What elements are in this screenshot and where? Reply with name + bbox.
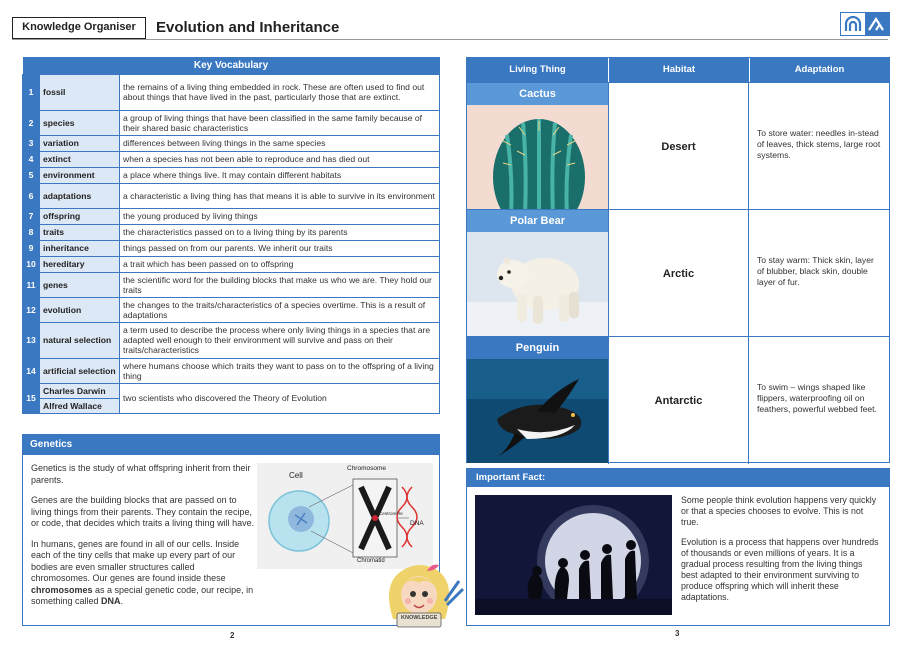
vocab-number: 10 [23, 256, 40, 272]
living-name: Cactus [467, 83, 608, 105]
living-row-cactus [467, 82, 889, 209]
chromosomes-bold: chromosomes [31, 584, 93, 595]
vocab-row [23, 110, 440, 135]
diagram-label-chromosome: Chromosome [347, 465, 387, 472]
adaptation-cell: To swim – wings shaped like flippers, waterproofing oil on feathers, powerful webbed feet. [757, 381, 877, 414]
vocab-number: 9 [23, 240, 40, 256]
vocab-term: variation [40, 135, 120, 151]
vocab-definition: differences between living things in the same species [120, 135, 440, 151]
vocab-row [23, 135, 440, 151]
vocab-row [23, 358, 440, 383]
vocab-row [23, 74, 440, 110]
vocab-number: 13 [23, 322, 40, 358]
vocab-row [23, 240, 440, 256]
vocab-definition: when a species has not been able to reproduce and has died out [120, 151, 440, 167]
diagram-label-dna: DNA [410, 520, 424, 527]
habitat-cell: Antarctic [608, 337, 749, 464]
vocab-definition: the characteristics passed on to a living thing by its parents [120, 224, 440, 240]
header-adaptation: Adaptation [750, 58, 889, 82]
vocab-number: 15 [23, 383, 40, 413]
vocab-term: natural selection [40, 322, 120, 358]
vocab-definition: a place where things live. It may contain different habitats [120, 167, 440, 183]
genetics-text-a: In humans, genes are found in all of our cells. Inside each of the tiny cells that make up every part of our bodies are even smaller structures called chromosomes. Our genes are found inside these [31, 538, 240, 583]
cactus-image [467, 105, 608, 209]
vocab-term: environment [40, 167, 120, 183]
adaptation-cell: To stay warm: Thick skin, layer of blubber, black skin, double layer of fur. [757, 254, 874, 287]
important-fact-title: Important Fact: [467, 469, 889, 487]
adaptation-cell: To store water: needles in-stead of leaves, thick stems, large root systems. [757, 127, 881, 160]
vocab-row [23, 151, 440, 167]
cell-chromosome-diagram [257, 463, 433, 569]
vocab-row [23, 297, 440, 322]
genetics-text [31, 463, 255, 617]
vocab-number: 14 [23, 358, 40, 383]
vocab-term: species [40, 110, 120, 135]
vocab-number: 12 [23, 297, 40, 322]
genetics-paragraph-3 [31, 539, 255, 608]
vocab-row [23, 256, 440, 272]
living-things-table [466, 57, 890, 463]
vocab-term [40, 383, 120, 413]
vocab-number: 6 [23, 183, 40, 208]
vocab-number: 2 [23, 110, 40, 135]
vocab-term: hereditary [40, 256, 120, 272]
living-row-penguin [467, 336, 889, 463]
vocab-definition: two scientists who discovered the Theory of Evolution [120, 383, 440, 413]
vocab-definition: a trait which has been passed on to offspring [120, 256, 440, 272]
vocab-row [23, 322, 440, 358]
important-fact-panel [466, 468, 890, 638]
key-vocabulary-title: Key Vocabulary [23, 57, 440, 74]
vocab-number: 3 [23, 135, 40, 151]
arch-icon [841, 13, 865, 35]
vocab-term: evolution [40, 297, 120, 322]
vocab-number: 4 [23, 151, 40, 167]
vocab-definition: a term used to describe the process where only living things in a species that are adapted well enough to their environment will survive and pass on their traits/characteristics [120, 322, 440, 358]
genetics-paragraph-1: Genetics is the study of what offspring inherit from their parents. [31, 463, 251, 485]
vocab-definition: a characteristic a living thing has that means it is able to survive in its environment [120, 183, 440, 208]
vocab-number: 5 [23, 167, 40, 183]
living-row-polar-bear [467, 209, 889, 336]
vocab-term: inheritance [40, 240, 120, 256]
vocab-term: genes [40, 272, 120, 297]
header-living-thing: Living Thing [467, 58, 608, 82]
page-title: Evolution and Inheritance [156, 19, 340, 36]
vocab-definition: where humans choose which traits they want to pass on to the offspring of a living thing [120, 358, 440, 383]
vocab-row [23, 183, 440, 208]
genetics-text-c: as a special genetic code, our recipe, in something called [31, 584, 254, 606]
habitat-cell: Arctic [608, 210, 749, 337]
vocab-definition: the scientific word for the building blocks that make us who we are. They hold our traits [120, 272, 440, 297]
important-fact-text [681, 495, 881, 612]
brand-logo [840, 12, 890, 36]
vocab-definition: a group of living things that have been classified in the same family because of their shared basic characteristics [120, 110, 440, 135]
vocab-term: offspring [40, 208, 120, 224]
knowledge-organiser-badge: Knowledge Organiser [12, 17, 146, 39]
vocab-row [23, 383, 440, 413]
header-habitat: Habitat [609, 58, 749, 82]
vocab-term: adaptations [40, 183, 120, 208]
habitat-cell: Desert [608, 83, 749, 210]
mascot-badge-label: KNOWLEDGE [401, 615, 438, 621]
key-vocabulary-table [22, 57, 440, 414]
genetics-title: Genetics [23, 435, 439, 455]
vocab-row [23, 224, 440, 240]
scientist-wallace: Alfred Wallace [43, 400, 102, 411]
vocab-definition: things passed on from our parents. We inherit our traits [120, 240, 440, 256]
vocab-number: 11 [23, 272, 40, 297]
vocab-number: 8 [23, 224, 40, 240]
vocab-number: 1 [23, 74, 40, 110]
mountain-icon [865, 13, 889, 35]
dna-bold: DNA [101, 596, 121, 606]
vocab-number: 7 [23, 208, 40, 224]
vocab-row [23, 208, 440, 224]
vocab-term: traits [40, 224, 120, 240]
vocab-term: artificial selection [40, 358, 120, 383]
vocab-definition: the young produced by living things [120, 208, 440, 224]
page-number-left: 2 [230, 631, 235, 640]
living-name: Penguin [467, 337, 608, 359]
page-number-right: 3 [675, 629, 680, 638]
vocab-term: extinct [40, 151, 120, 167]
polar-bear-image [467, 232, 608, 336]
genetics-paragraph-2: Genes are the building blocks that are passed on to living things from their parents. They contain the recipe, or code, that decides which traits a living thing will have. [31, 495, 255, 528]
vocab-row [23, 167, 440, 183]
mascot-illustration [375, 561, 465, 631]
penguin-image [467, 359, 608, 463]
fact-paragraph-1: Some people think evolution happens very quickly or that a species chooses to evolve. This is not true. [681, 495, 877, 527]
vocab-definition: the changes to the traits/characteristics of a species overtime. This is a result of adaptations [120, 297, 440, 322]
living-name: Polar Bear [467, 210, 608, 232]
genetics-text-e: . [120, 596, 124, 606]
diagram-label-chromatid: Chromatid [357, 558, 385, 564]
header-divider [12, 39, 888, 40]
diagram-label-cell: Cell [289, 471, 303, 480]
vocab-term: fossil [40, 74, 120, 110]
diagram-label-centromere: Centromere [379, 511, 403, 516]
evolution-silhouette-image [475, 495, 672, 615]
vocab-row [23, 272, 440, 297]
genetics-panel [22, 434, 440, 640]
scientist-darwin: Charles Darwin [40, 384, 119, 399]
fact-paragraph-2: Evolution is a process that happens over hundreds of thousands or even millions of years. It is a gradual process resulting from the living things best adapted to their environment surviving to produce offspring which will inherit these adaptations. [681, 537, 879, 602]
vocab-definition: the remains of a living thing embedded in rock. These are often used to find out about things that have lived in the past, particularly those that are extinct. [120, 74, 440, 110]
